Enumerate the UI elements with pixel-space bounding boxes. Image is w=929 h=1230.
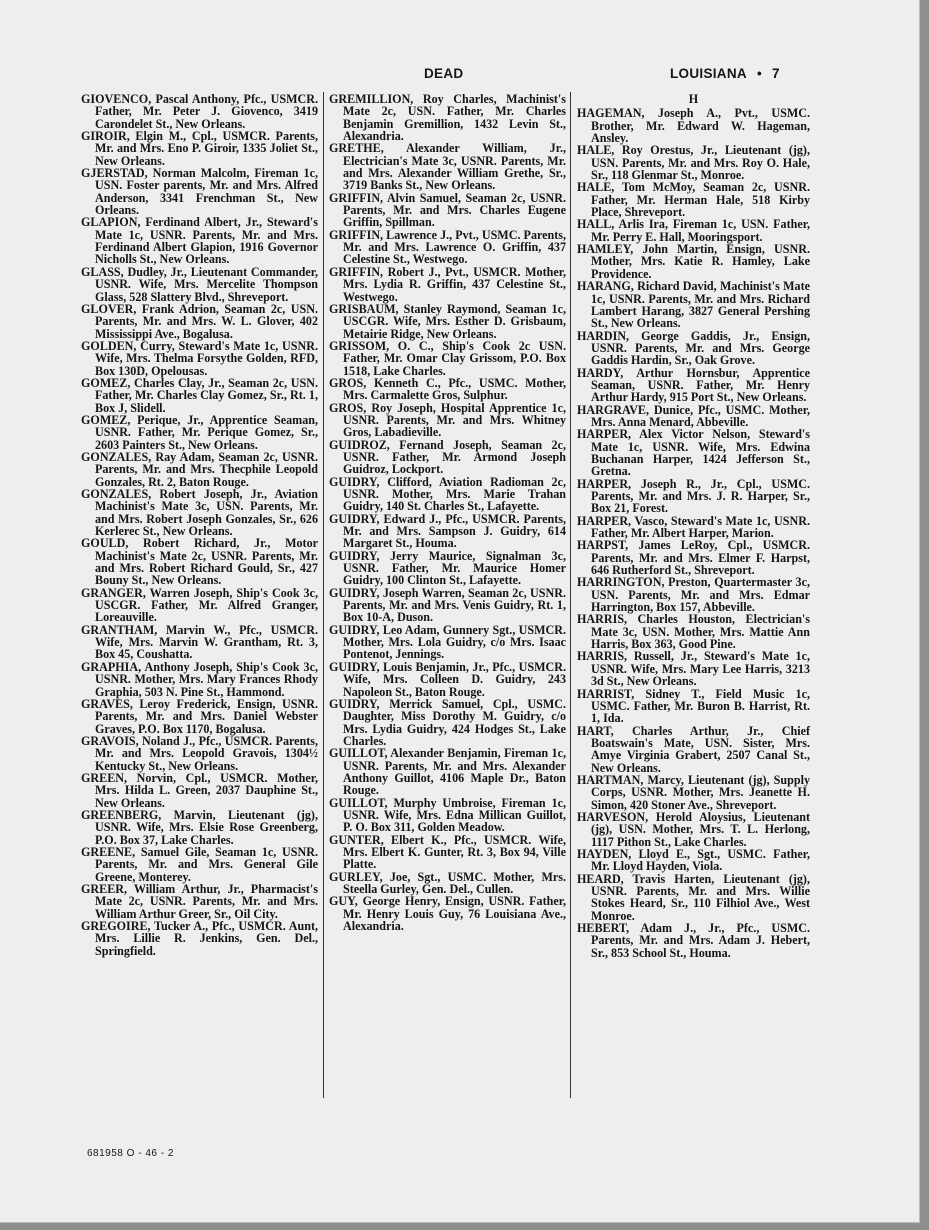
column-2 [329, 93, 566, 932]
casualty-entry: GUIDRY, Merrick Samuel, Cpl., USMC. Daughter, Miss Dorothy M. Guidry, c/o Mrs. Lydia Guidry, 424 Hodges St., Lake Charles. [329, 696, 566, 748]
casualty-entry: HARRIS, Russell, Jr., Steward's Mate 1c, USNR. Wife, Mrs. Mary Lee Harris, 3213 3d St., New Orleans. [577, 649, 810, 689]
casualty-entry: HARTMAN, Marcy, Lieutenant (jg), Supply Corps, USNR. Mother, Mrs. Jeanette H. Simon, 420 Stoner Ave., Shreveport. [577, 772, 810, 812]
casualty-entry: HAMLEY, John Martin, Ensign, USNR. Mother, Mrs. Katie R. Hamley, Lake Providence. [577, 242, 810, 281]
casualty-entry: HAYDEN, Lloyd E., Sgt., USMC. Father, Mr. Lloyd Hayden, Viola. [577, 846, 810, 874]
casualty-entry: GUNTER, Elbert K., Pfc., USMCR. Wife, Mrs. Elbert K. Gunter, Rt. 3, Box 94, Ville Platte. [329, 832, 566, 872]
casualty-entry: GUILLOT, Alexander Benjamin, Fireman 1c, USNR. Parents, Mr. and Mrs. Alexander Anthony Guillot, 4106 Maple Dr., Baton Rouge. [329, 746, 566, 798]
casualty-entry: HARPER, Joseph R., Jr., Cpl., USMC. Parents, Mr. and Mrs. J. R. Harper, Sr., Box 21, Forest. [577, 476, 810, 516]
casualty-entry: HALE, Tom McMoy, Seaman 2c, USNR. Father, Mr. Herman Hale, 518 Kirby Place, Shreveport. [577, 180, 810, 220]
casualty-entry: HARGRAVE, Dunice, Pfc., USMC. Mother, Mrs. Anna Menard, Abbeville. [577, 402, 810, 429]
casualty-entry: GOLDEN, Curry, Steward's Mate 1c, USNR. Wife, Mrs. Thelma Forsythe Golden, RFD, Box 130D, Opelousas. [81, 338, 318, 378]
casualty-entry: GRANGER, Warren Joseph, Ship's Cook 3c, USCGR. Father, Mr. Alfred Granger, Loreauville. [81, 585, 318, 625]
casualty-entry: GROS, Roy Joseph, Hospital Apprentice 1c, USNR. Parents, Mr. and Mrs. Whitney Gros, Labadieville. [329, 400, 566, 440]
casualty-entry: HARDY, Arthur Hornsbur, Apprentice Seaman, USNR. Father, Mr. Henry Arthur Hardy, 915 Port St., New Orleans. [577, 365, 810, 405]
casualty-entry: GRISSOM, O. C., Ship's Cook 2c USN. Father, Mr. Omar Clay Grissom, P.O. Box 1518, Lake Charles. [329, 338, 566, 378]
casualty-entry: GLOVER, Frank Adrion, Seaman 2c, USN. Parents, Mr. and Mrs. W. L. Glover, 402 Mississippi Ave., Bogalusa. [81, 301, 318, 341]
running-head-title: DEAD [424, 66, 464, 81]
casualty-entry: GREER, William Arthur, Jr., Pharmacist's Mate 2c, USNR. Parents, Mr. and Mrs. William Arthur Greer, Sr., Oil City. [81, 882, 318, 921]
casualty-entry: GRIFFIN, Alvin Samuel, Seaman 2c, USNR. Parents, Mr. and Mrs. Charles Eugene Griffin, Spillman. [329, 190, 566, 230]
casualty-entry: GRIFFIN, Lawrence J., Pvt., USMC. Parents, Mr. and Mrs. Lawrence O. Griffin, 437 Celestine St., Westwego. [329, 227, 566, 267]
column-1 [81, 93, 318, 957]
column-3 [577, 93, 810, 959]
state-name: LOUISIANA [670, 66, 747, 81]
casualty-entry: GUIDRY, Joseph Warren, Seaman 2c, USNR. Parents, Mr. and Mrs. Venis Guidry, Rt. 1, Box 10-A, Duson. [329, 585, 566, 625]
casualty-entry: GUIDRY, Clifford, Aviation Radioman 2c, USNR. Mother, Mrs. Marie Trahan Guidry, 140 St. Charles St., Lafayette. [329, 474, 566, 514]
casualty-entry: HAGEMAN, Joseph A., Pvt., USMC. Brother, Mr. Edward W. Hageman, Ansley. [577, 106, 810, 146]
casualty-entry: GUIDRY, Louis Benjamin, Jr., Pfc., USMCR. Wife, Mrs. Colleen D. Guidry, 243 Napoleon St., Baton Rouge. [329, 659, 566, 699]
casualty-entry: HARRINGTON, Preston, Quartermaster 3c, USN. Parents, Mr. and Mrs. Edmar Harrington, Box 157, Abbeville. [577, 575, 810, 615]
print-code: 681958 O - 46 - 2 [87, 1148, 174, 1159]
casualty-entry: HALE, Roy Orestus, Jr., Lieutenant (jg), USN. Parents, Mr. and Mrs. Roy O. Hale, Sr., 118 Glenmar St., Monroe. [577, 143, 810, 183]
casualty-entry: HARDIN, George Gaddis, Jr., Ensign, USNR. Parents, Mr. and Mrs. George Gaddis Hardin, Sr., Oak Grove. [577, 328, 810, 368]
casualty-entry: GURLEY, Joe, Sgt., USMC. Mother, Mrs. Steella Gurley, Gen. Del., Cullen. [329, 869, 566, 896]
casualty-entry: GOMEZ, Perique, Jr., Apprentice Seaman, USNR. Father, Mr. Perique Gomez, Sr., 2603 Painters St., New Orleans. [81, 412, 318, 452]
casualty-entry: GRAVES, Leroy Frederick, Ensign, USNR. Parents, Mr. and Mrs. Daniel Webster Graves, P.O. Box 1170, Bogalusa. [81, 696, 318, 736]
casualty-entry: HALL, Arlis Ira, Fireman 1c, USN. Father, Mr. Perry E. Hall, Mooringsport. [577, 217, 810, 244]
casualty-entry: GLAPION, Ferdinand Albert, Jr., Steward's Mate 1c, USNR. Parents, Mr. and Mrs. Ferdinand Albert Glapion, 1916 Governor Nicholls St., New Orleans. [81, 215, 318, 267]
casualty-entry: HARRIST, Sidney T., Field Music 1c, USMC. Father, Mr. Buron B. Harrist, Rt. 1, Ida. [577, 686, 810, 726]
casualty-entry: GUIDRY, Jerry Maurice, Signalman 3c, USNR. Father, Mr. Maurice Homer Guidry, 100 Clinton St., Lafayette. [329, 548, 566, 588]
casualty-entry: GREEN, Norvin, Cpl., USMCR. Mother, Mrs. Hilda L. Green, 2037 Dauphine St., New Orleans. [81, 770, 318, 810]
casualty-entry: HARANG, Richard David, Machinist's Mate 1c, USNR. Parents, Mr. and Mrs. Richard Lambert Harang, 3827 General Pershing St., New Orleans. [577, 279, 810, 331]
casualty-entry: GRAPHIA, Anthony Joseph, Ship's Cook 3c, USNR. Mother, Mrs. Mary Frances Rhody Graphia, 503 N. Pine St., Hammond. [81, 659, 318, 699]
casualty-entry: GUILLOT, Murphy Umbroise, Fireman 1c, USNR. Wife, Mrs. Edna Millican Guillot, P. O. Box 311, Golden Meadow. [329, 795, 566, 835]
casualty-entry: GJERSTAD, Norman Malcolm, Fireman 1c, USN. Foster parents, Mr. and Mrs. Alfred Anderson, 3341 Frenchman St., New Orleans. [81, 166, 318, 218]
running-head-right [670, 66, 780, 81]
casualty-entry: GONZALES, Robert Joseph, Jr., Aviation Machinist's Mate 3c, USN. Parents, Mr. and Mrs. Robert Joseph Gonzales, Sr., 626 Kerlerec St., New Orleans. [81, 487, 318, 539]
casualty-entry: GREGOIRE, Tucker A., Pfc., USMCR. Aunt, Mrs. Lillie R. Jenkins, Gen. Del., Springfield. [81, 919, 318, 958]
casualty-entry: GUIDRY, Edward J., Pfc., USMCR. Parents, Mr. and Mrs. Sampson J. Guidry, 614 Margaret St., Houma. [329, 511, 566, 551]
casualty-entry: GUIDRY, Leo Adam, Gunnery Sgt., USMCR. Mother, Mrs. Lola Guidry, c/o Mrs. Isaac Pontenot, Jennings. [329, 622, 566, 662]
casualty-entry: GOMEZ, Charles Clay, Jr., Seaman 2c, USN. Father, Mr. Charles Clay Gomez, Sr., Rt. 1, Box J, Slidell. [81, 375, 318, 415]
casualty-entry: GRAVOIS, Noland J., Pfc., USMCR. Parents, Mr. and Mrs. Leopold Gravois, 1304½ Kentucky St., New Orleans. [81, 733, 318, 773]
casualty-entry: HARPER, Alex Victor Nelson, Steward's Mate 1c, USNR. Wife, Mrs. Edwina Buchanan Harper, 1424 Jefferson St., Gretna. [577, 427, 810, 479]
casualty-entry: GRIFFIN, Robert J., Pvt., USMCR. Mother, Mrs. Lydia R. Griffin, 437 Celestine St., Westwego. [329, 264, 566, 304]
casualty-entry: HARVESON, Herold Aloysius, Lieutenant (jg), USN. Mother, Mrs. T. L. Herlong, 1117 Pithon St., Lake Charles. [577, 809, 810, 849]
casualty-entry: GONZALES, Ray Adam, Seaman 2c, USNR. Parents, Mr. and Mrs. Thecphile Leopold Gonzales, Rt. 2, Baton Rouge. [81, 449, 318, 489]
casualty-entry: GROS, Kenneth C., Pfc., USMC. Mother, Mrs. Carmalette Gros, Sulphur. [329, 375, 566, 403]
casualty-entry: GREMILLION, Roy Charles, Machinist's Mate 2c, USN. Father, Mr. Charles Benjamin Gremillion, 1432 Levin St., Alexandria. [329, 92, 566, 144]
casualty-entry: GRETHE, Alexander William, Jr., Electrician's Mate 3c, USNR. Parents, Mr. and Mrs. Alexander William Grethe, Sr., 3719 Banks St., New Orleans. [329, 141, 566, 193]
casualty-entry: GUY, George Henry, Ensign, USNR. Father, Mr. Henry Louis Guy, 76 Louisiana Ave., Alexandria. [329, 894, 566, 934]
column-rule-1 [323, 92, 324, 1098]
column-rule-2 [570, 92, 571, 1098]
casualty-entry: HART, Charles Arthur, Jr., Chief Boatswain's Mate, USN. Sister, Mrs. Amye Virginia Grabert, 2507 Canal St., New Orleans. [577, 723, 810, 775]
casualty-entry: GRANTHAM, Marvin W., Pfc., USMCR. Wife, Mrs. Marvin W. Grantham, Rt. 3, Box 45, Coushatta. [81, 622, 318, 662]
page-number: 7 [771, 66, 780, 81]
bullet-separator: • [756, 66, 762, 81]
casualty-entry: HARPER, Vasco, Steward's Mate 1c, USNR. Father, Mr. Albert Harper, Marion. [577, 513, 810, 541]
section-letter: H [688, 92, 699, 106]
casualty-entry: GREENE, Samuel Gile, Seaman 1c, USNR. Parents, Mr. and Mrs. General Gile Greene, Monterey. [81, 844, 318, 884]
casualty-entry: GLASS, Dudley, Jr., Lieutenant Commander, USNR. Wife, Mrs. Mercelite Thompson Glass, 528 Slattery Blvd., Shreveport. [81, 264, 318, 304]
casualty-entry: GIOVENCO, Pascal Anthony, Pfc., USMCR. Father, Mr. Peter J. Giovenco, 3419 Carondelet St., New Orleans. [81, 92, 318, 131]
casualty-entry: GREENBERG, Marvin, Lieutenant (jg), USNR. Wife, Mrs. Elsie Rose Greenberg, P.O. Box 37, Lake Charles. [81, 807, 318, 847]
casualty-entry: GOULD, Robert Richard, Jr., Motor Machinist's Mate 2c, USNR. Parents, Mr. and Mrs. Robert Richard Gould, Sr., 427 Bouny St., New Orleans. [81, 536, 318, 588]
casualty-entry: HARPST, James LeRoy, Cpl., USMCR. Parents, Mr. and Mrs. Elmer F. Harpst, 646 Rutherford St., Shreveport. [577, 538, 810, 578]
casualty-entry: GRISBAUM, Stanley Raymond, Seaman 1c, USCGR. Wife, Mrs. Esther D. Grisbaum, Metairie Ridge, New Orleans. [329, 301, 566, 341]
casualty-entry: GIROIR, Elgin M., Cpl., USMCR. Parents, Mr. and Mrs. Eno P. Giroir, 1335 Joliet St., New Orleans. [81, 129, 318, 168]
casualty-entry: HEARD, Travis Harten, Lieutenant (jg), USNR. Parents, Mr. and Mrs. Willie Stokes Heard, Sr., 110 Filhiol Ave., West Monroe. [577, 871, 810, 923]
casualty-entry: GUIDROZ, Fernand Joseph, Seaman 2c, USNR. Father, Mr. Armond Joseph Guidroz, Lockport. [329, 437, 566, 477]
casualty-entry: HARRIS, Charles Houston, Electrician's Mate 3c, USN. Mother, Mrs. Mattie Ann Harris, Box 363, Good Pine. [577, 612, 810, 652]
casualty-entry: HEBERT, Adam J., Jr., Pfc., USMC. Parents, Mr. and Mrs. Adam J. Hebert, Sr., 853 School St., Houma. [577, 921, 810, 960]
